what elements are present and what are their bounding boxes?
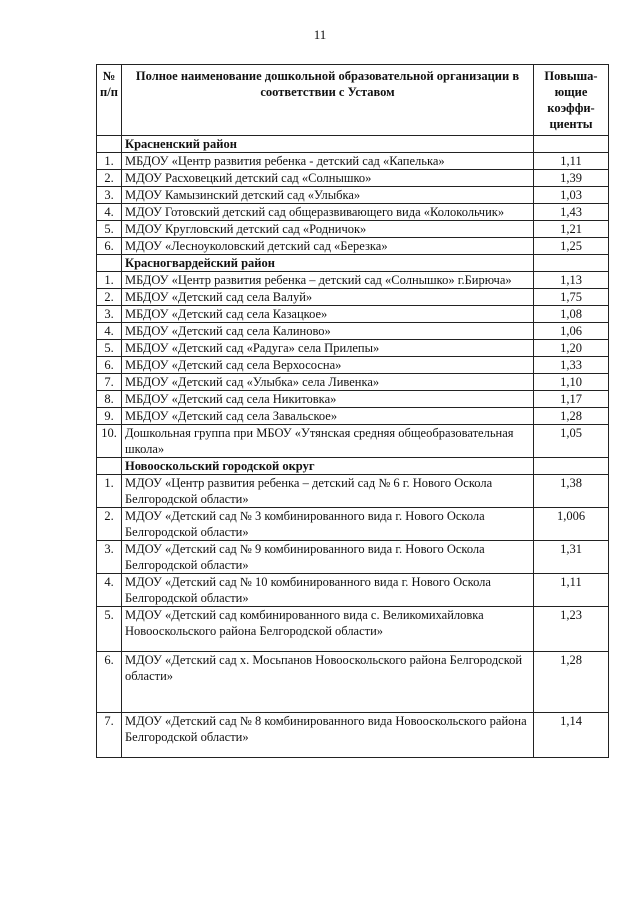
row-number: 1. xyxy=(97,475,122,508)
row-number: 7. xyxy=(97,374,122,391)
section-title: Красногвардейский район xyxy=(122,255,534,272)
table-row xyxy=(97,713,609,758)
coefficient-value: 1,06 xyxy=(534,323,609,340)
organization-name: МДОУ «Лесноуколовский детский сад «Березка» xyxy=(122,238,534,255)
coefficient-value: 1,03 xyxy=(534,187,609,204)
row-number: 7. xyxy=(97,713,122,758)
coefficient-value: 1,17 xyxy=(534,391,609,408)
row-number: 2. xyxy=(97,170,122,187)
header-coefficient: Повыша-ющие коэффи-циенты xyxy=(534,65,609,136)
table-row xyxy=(97,425,609,458)
table-header-row xyxy=(97,65,609,136)
organization-name: МДОУ «Центр развития ребенка – детский сад № 6 г. Нового Оскола Белгородской области» xyxy=(122,475,534,508)
coefficient-value: 1,33 xyxy=(534,357,609,374)
row-number: 4. xyxy=(97,323,122,340)
table-row xyxy=(97,170,609,187)
row-number: 2. xyxy=(97,289,122,306)
coefficient-value: 1,75 xyxy=(534,289,609,306)
table-row xyxy=(97,153,609,170)
organization-name: МДОУ «Детский сад № 9 комбинированного вида г. Нового Оскола Белгородской области» xyxy=(122,541,534,574)
table-row xyxy=(97,357,609,374)
organization-name: МБДОУ «Детский сад «Улыбка» села Ливенка» xyxy=(122,374,534,391)
table-row xyxy=(97,541,609,574)
organization-name: МДОУ Расховецкий детский сад «Солнышко» xyxy=(122,170,534,187)
section-title: Новооскольский городской округ xyxy=(122,458,534,475)
organization-name: МБДОУ «Детский сад села Калиново» xyxy=(122,323,534,340)
coefficient-value: 1,20 xyxy=(534,340,609,357)
organization-name: МБДОУ «Детский сад «Радуга» села Прилепы» xyxy=(122,340,534,357)
row-number: 3. xyxy=(97,187,122,204)
coefficient-value: 1,38 xyxy=(534,475,609,508)
organization-name: МБДОУ «Детский сад села Завальское» xyxy=(122,408,534,425)
organization-name: МДОУ Кругловский детский сад «Родничок» xyxy=(122,221,534,238)
row-number: 9. xyxy=(97,408,122,425)
organization-name: МБДОУ «Детский сад села Валуй» xyxy=(122,289,534,306)
coefficient-value: 1,25 xyxy=(534,238,609,255)
coefficient-value: 1,10 xyxy=(534,374,609,391)
row-number: 6. xyxy=(97,238,122,255)
row-number: 1. xyxy=(97,153,122,170)
organization-name: МДОУ «Детский сад № 10 комбинированного вида г. Нового Оскола Белгородской области» xyxy=(122,574,534,607)
coefficient-value: 1,31 xyxy=(534,541,609,574)
coefficient-value: 1,05 xyxy=(534,425,609,458)
page-number: 11 xyxy=(313,27,327,42)
table-row xyxy=(97,187,609,204)
row-number: 6. xyxy=(97,652,122,713)
table-row xyxy=(97,652,609,713)
organization-name: МДОУ Готовский детский сад общеразвивающего вида «Колокольчик» xyxy=(122,204,534,221)
row-number: 5. xyxy=(97,607,122,652)
table-body xyxy=(97,136,609,758)
coefficient-value: 1,28 xyxy=(534,652,609,713)
table-row xyxy=(97,391,609,408)
table-row xyxy=(97,408,609,425)
row-number: 4. xyxy=(97,204,122,221)
row-number: 3. xyxy=(97,541,122,574)
row-number: 10. xyxy=(97,425,122,458)
coefficient-value: 1,39 xyxy=(534,170,609,187)
table-row xyxy=(97,272,609,289)
table-row xyxy=(97,306,609,323)
organization-name: МДОУ «Детский сад комбинированного вида с. Великомихайловка Новооскольского района Белгородской области» xyxy=(122,607,534,652)
table-row xyxy=(97,508,609,541)
header-number: № п/п xyxy=(97,65,122,136)
table-row xyxy=(97,607,609,652)
section-row xyxy=(97,458,609,475)
organization-name: МДОУ Камызинский детский сад «Улыбка» xyxy=(122,187,534,204)
table-row xyxy=(97,323,609,340)
coefficient-value: 1,28 xyxy=(534,408,609,425)
table-row xyxy=(97,340,609,357)
row-number: 6. xyxy=(97,357,122,374)
table-row xyxy=(97,238,609,255)
section-empty-cell xyxy=(97,136,122,153)
organization-name: Дошкольная группа при МБОУ «Утянская средняя общеобразовательная школа» xyxy=(122,425,534,458)
section-empty-cell xyxy=(534,458,609,475)
section-empty-cell xyxy=(534,136,609,153)
table-row xyxy=(97,374,609,391)
table-row xyxy=(97,289,609,306)
section-empty-cell xyxy=(97,255,122,272)
row-number: 1. xyxy=(97,272,122,289)
table-row xyxy=(97,574,609,607)
coefficient-value: 1,006 xyxy=(534,508,609,541)
section-row xyxy=(97,255,609,272)
section-title: Красненский район xyxy=(122,136,534,153)
organization-name: МБДОУ «Детский сад села Верхососна» xyxy=(122,357,534,374)
organization-name: МБДОУ «Детский сад села Никитовка» xyxy=(122,391,534,408)
row-number: 2. xyxy=(97,508,122,541)
section-empty-cell xyxy=(97,458,122,475)
organization-name: МБДОУ «Детский сад села Казацкое» xyxy=(122,306,534,323)
row-number: 5. xyxy=(97,221,122,238)
organization-name: МДОУ «Детский сад № 3 комбинированного вида г. Нового Оскола Белгородской области» xyxy=(122,508,534,541)
row-number: 4. xyxy=(97,574,122,607)
row-number: 5. xyxy=(97,340,122,357)
organization-name: МДОУ «Детский сад № 8 комбинированного вида Новооскольского района Белгородской области» xyxy=(122,713,534,758)
section-empty-cell xyxy=(534,255,609,272)
table-row xyxy=(97,475,609,508)
header-organization-name: Полное наименование дошкольной образовательной организации в соответствии с Уставом xyxy=(122,65,534,136)
coefficient-value: 1,14 xyxy=(534,713,609,758)
coefficient-value: 1,13 xyxy=(534,272,609,289)
row-number: 3. xyxy=(97,306,122,323)
coefficient-value: 1,43 xyxy=(534,204,609,221)
row-number: 8. xyxy=(97,391,122,408)
coefficient-value: 1,08 xyxy=(534,306,609,323)
organization-name: МБДОУ «Центр развития ребенка - детский сад «Капелька» xyxy=(122,153,534,170)
coefficient-value: 1,11 xyxy=(534,153,609,170)
section-row xyxy=(97,136,609,153)
kindergarten-coefficients-table xyxy=(96,64,609,758)
organization-name: МДОУ «Детский сад х. Мосьпанов Новооскольского района Белгородской области» xyxy=(122,652,534,713)
table-row xyxy=(97,204,609,221)
organization-name: МБДОУ «Центр развития ребенка – детский сад «Солнышко» г.Бирюча» xyxy=(122,272,534,289)
coefficient-value: 1,23 xyxy=(534,607,609,652)
coefficient-value: 1,21 xyxy=(534,221,609,238)
table-row xyxy=(97,221,609,238)
coefficient-value: 1,11 xyxy=(534,574,609,607)
